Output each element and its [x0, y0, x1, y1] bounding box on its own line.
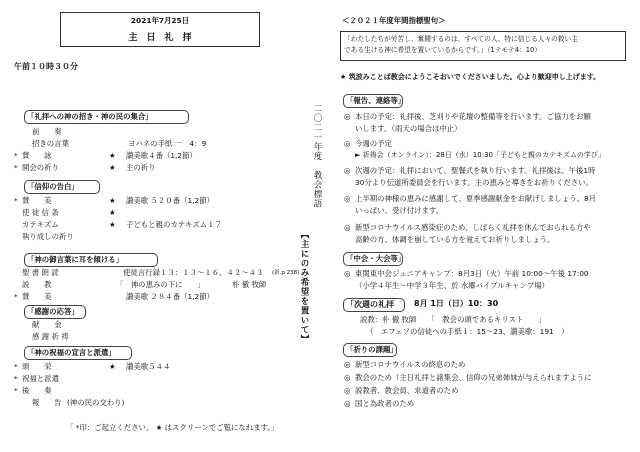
- next-service-scripture: （ エフェソの信徒への手紙１：15〜23、讃美歌：191 ）: [366, 327, 569, 336]
- screen-star-icon: ★: [109, 362, 116, 371]
- screen-star-icon: ★: [109, 151, 116, 160]
- bullet-icon: ◎: [344, 386, 351, 395]
- bullet-icon: ◎: [344, 166, 351, 175]
- footnote: 「 *印：ご起立ください。 ★ はスクリーンでご覧になれます。」: [66, 423, 279, 432]
- next-service-sermon: 説教：朴 徹 牧師 「 教会の頭であるキリスト 」: [360, 315, 546, 324]
- section-title-blessing: 「神の祝福の宣言と派遣」: [24, 346, 132, 360]
- service-date: 2021年7月25日: [130, 16, 190, 25]
- section-title-gathering: 「礼拝への神の招き・神の民の集合」: [24, 110, 189, 124]
- bullet-icon: ◎: [344, 223, 351, 232]
- screen-star-icon: ★: [109, 208, 116, 217]
- yearly-motto-label: 二〇二一年度 教会標語: [312, 104, 322, 209]
- section-title-confession: 「信仰の告白」: [24, 180, 100, 194]
- section-title-word: 「神の御言葉に耳を傾ける」: [24, 253, 158, 267]
- section-title-next-service: 「次週の礼拝: [343, 298, 405, 312]
- screen-star-icon: ★: [109, 196, 116, 205]
- verse-box: 「わたしたちが労苦し、奮闘するのは、すべての人、特に信じる人々の救い主 である生ける神に希望を置いているからです。」（1テモテ4：10）: [340, 31, 626, 61]
- next-service-date: 8月 1日（日）10：30: [414, 299, 499, 308]
- bullet-icon: ◎: [344, 112, 351, 121]
- section-title-news: 「報告、連絡等」: [343, 94, 403, 108]
- section-title-prayer: 「祈りの課題」: [343, 343, 397, 357]
- section-title-meetings: 「中会・大会等」: [343, 252, 403, 266]
- service-header: [60, 12, 260, 47]
- yearly-motto: 【主にのみ希望を置いて】: [299, 230, 309, 344]
- bullet-icon: ◎: [344, 139, 351, 148]
- bullet-icon: ◎: [344, 194, 351, 203]
- verse-title: ＜２０２１年度年間指標聖句＞: [342, 16, 446, 25]
- service-title: 主 日 礼 拝: [128, 33, 192, 43]
- bullet-icon: ◎: [344, 360, 351, 369]
- section-title-response: 「感謝の応答」: [24, 305, 86, 319]
- screen-star-icon: ★: [109, 163, 116, 172]
- service-time: 午前１０時３０分: [14, 62, 78, 71]
- screen-star-icon: ★: [109, 220, 116, 229]
- welcome-message: ★ 筑波みことば教会にようこそおいでくださいました。心より歓迎申し上げます。: [340, 73, 601, 81]
- bullet-icon: ◎: [344, 269, 351, 278]
- bullet-icon: ◎: [344, 373, 351, 382]
- bullet-icon: ◎: [344, 399, 351, 408]
